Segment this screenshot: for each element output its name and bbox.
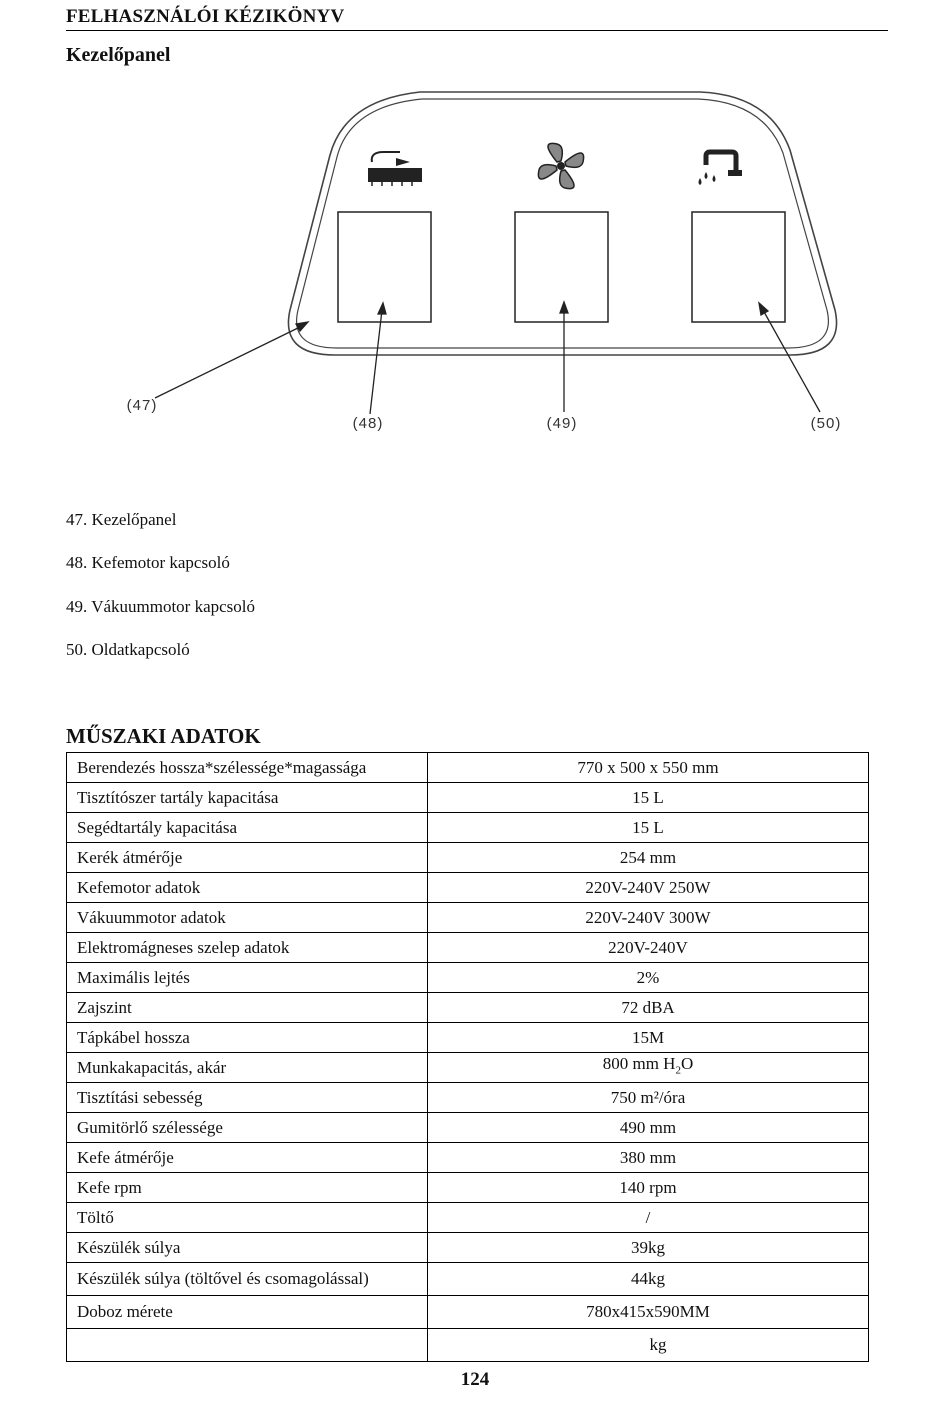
legend-item: 47. Kezelőpanel (66, 510, 177, 529)
leader-line-48 (370, 310, 382, 414)
spec-label: Tisztítószer tartály kapacitása (67, 783, 428, 813)
table-row (67, 1173, 869, 1203)
table-row (67, 1296, 869, 1329)
spec-label: Kefe rpm (67, 1173, 428, 1203)
table-row (67, 993, 869, 1023)
spec-label: Gumitörlő szélessége (67, 1113, 428, 1143)
spec-value: 780x415x590MM (428, 1296, 869, 1329)
spec-label: Zajszint (67, 993, 428, 1023)
spec-value: 15 L (428, 813, 869, 843)
spec-value: 490 mm (428, 1113, 869, 1143)
spec-label: Kefe átmérője (67, 1143, 428, 1173)
callout-47: (47) (126, 397, 158, 414)
diagram-legend (66, 508, 255, 682)
spec-label (67, 1329, 428, 1362)
spec-value: 770 x 500 x 550 mm (428, 753, 869, 783)
table-row (67, 873, 869, 903)
spec-value: kg (428, 1329, 869, 1362)
control-panel-diagram (0, 80, 950, 440)
spec-label: Kerék átmérője (67, 843, 428, 873)
specs-heading: MŰSZAKI ADATOK (66, 724, 261, 748)
table-row (67, 933, 869, 963)
spec-value: 380 mm (428, 1143, 869, 1173)
table-row (67, 1263, 869, 1296)
spec-value: 220V-240V 250W (428, 873, 869, 903)
table-row (67, 783, 869, 813)
page-number: 124 (460, 1369, 490, 1390)
spec-label: Maximális lejtés (67, 963, 428, 993)
table-row (67, 903, 869, 933)
spec-label: Doboz mérete (67, 1296, 428, 1329)
faucet-icon (699, 152, 743, 185)
solution-switch (692, 212, 785, 322)
spec-label: Vákuummotor adatok (67, 903, 428, 933)
legend-item: 50. Oldatkapcsoló (66, 640, 190, 660)
spec-value (428, 1053, 869, 1083)
spec-value-suffix: O (680, 1054, 694, 1074)
spec-label: Készülék súlya (töltővel és csomagolással) (67, 1263, 428, 1296)
legend-item: 48. Kefemotor kapcsoló (66, 553, 230, 573)
spec-label: Készülék súlya (67, 1233, 428, 1263)
table-row (67, 1143, 869, 1173)
spec-value: 220V-240V 300W (428, 903, 869, 933)
leader-line-47 (155, 326, 302, 398)
table-row (67, 1203, 869, 1233)
callout-49: (49) (546, 415, 578, 432)
table-row (67, 753, 869, 783)
table-row (67, 1083, 869, 1113)
table-row (67, 1233, 869, 1263)
spec-value: 254 mm (428, 843, 869, 873)
table-row (67, 963, 869, 993)
spec-label: Kefemotor adatok (67, 873, 428, 903)
fan-icon (538, 143, 583, 188)
table-row (67, 1329, 869, 1362)
table-row (67, 813, 869, 843)
table-row (67, 1113, 869, 1143)
table-row (67, 843, 869, 873)
vacuum-motor-switch (515, 212, 608, 322)
callout-50: (50) (810, 415, 842, 432)
spec-value: 140 rpm (428, 1173, 869, 1203)
spec-label: Segédtartály kapacitása (67, 813, 428, 843)
leader-line-50 (763, 310, 820, 412)
spec-value: 15M (428, 1023, 869, 1053)
page-header (66, 4, 888, 31)
table-row (67, 1023, 869, 1053)
spec-label: Tisztítási sebesség (67, 1083, 428, 1113)
specs-table (66, 752, 869, 1362)
spec-value: 2% (428, 963, 869, 993)
brush-motor-switch (338, 212, 431, 322)
spec-label: Elektromágneses szelep adatok (67, 933, 428, 963)
spec-value: 72 dBA (428, 993, 869, 1023)
callout-48: (48) (352, 415, 384, 432)
spec-value-subscript: 2 (675, 1064, 681, 1077)
spec-label: Berendezés hossza*szélessége*magassága (67, 753, 428, 783)
spec-value: 44kg (428, 1263, 869, 1296)
table-row (67, 1053, 869, 1083)
spec-value: 15 L (428, 783, 869, 813)
spec-value: 220V-240V (428, 933, 869, 963)
spec-label: Töltő (67, 1203, 428, 1233)
control-panel-heading: Kezelőpanel (66, 44, 171, 66)
legend-item: 49. Vákuummotor kapcsoló (66, 596, 256, 616)
spec-label: Tápkábel hossza (67, 1023, 428, 1053)
spec-value: 39kg (428, 1233, 869, 1263)
spec-value: / (428, 1203, 869, 1233)
manual-title: FELHASZNÁLÓI KÉZIKÖNYV (66, 6, 345, 27)
spec-value: 750 m²/óra (428, 1083, 869, 1113)
spec-label: Munkakapacitás, akár (67, 1053, 428, 1083)
spec-value-prefix: 800 mm H (602, 1054, 676, 1074)
brush-icon (368, 152, 422, 186)
